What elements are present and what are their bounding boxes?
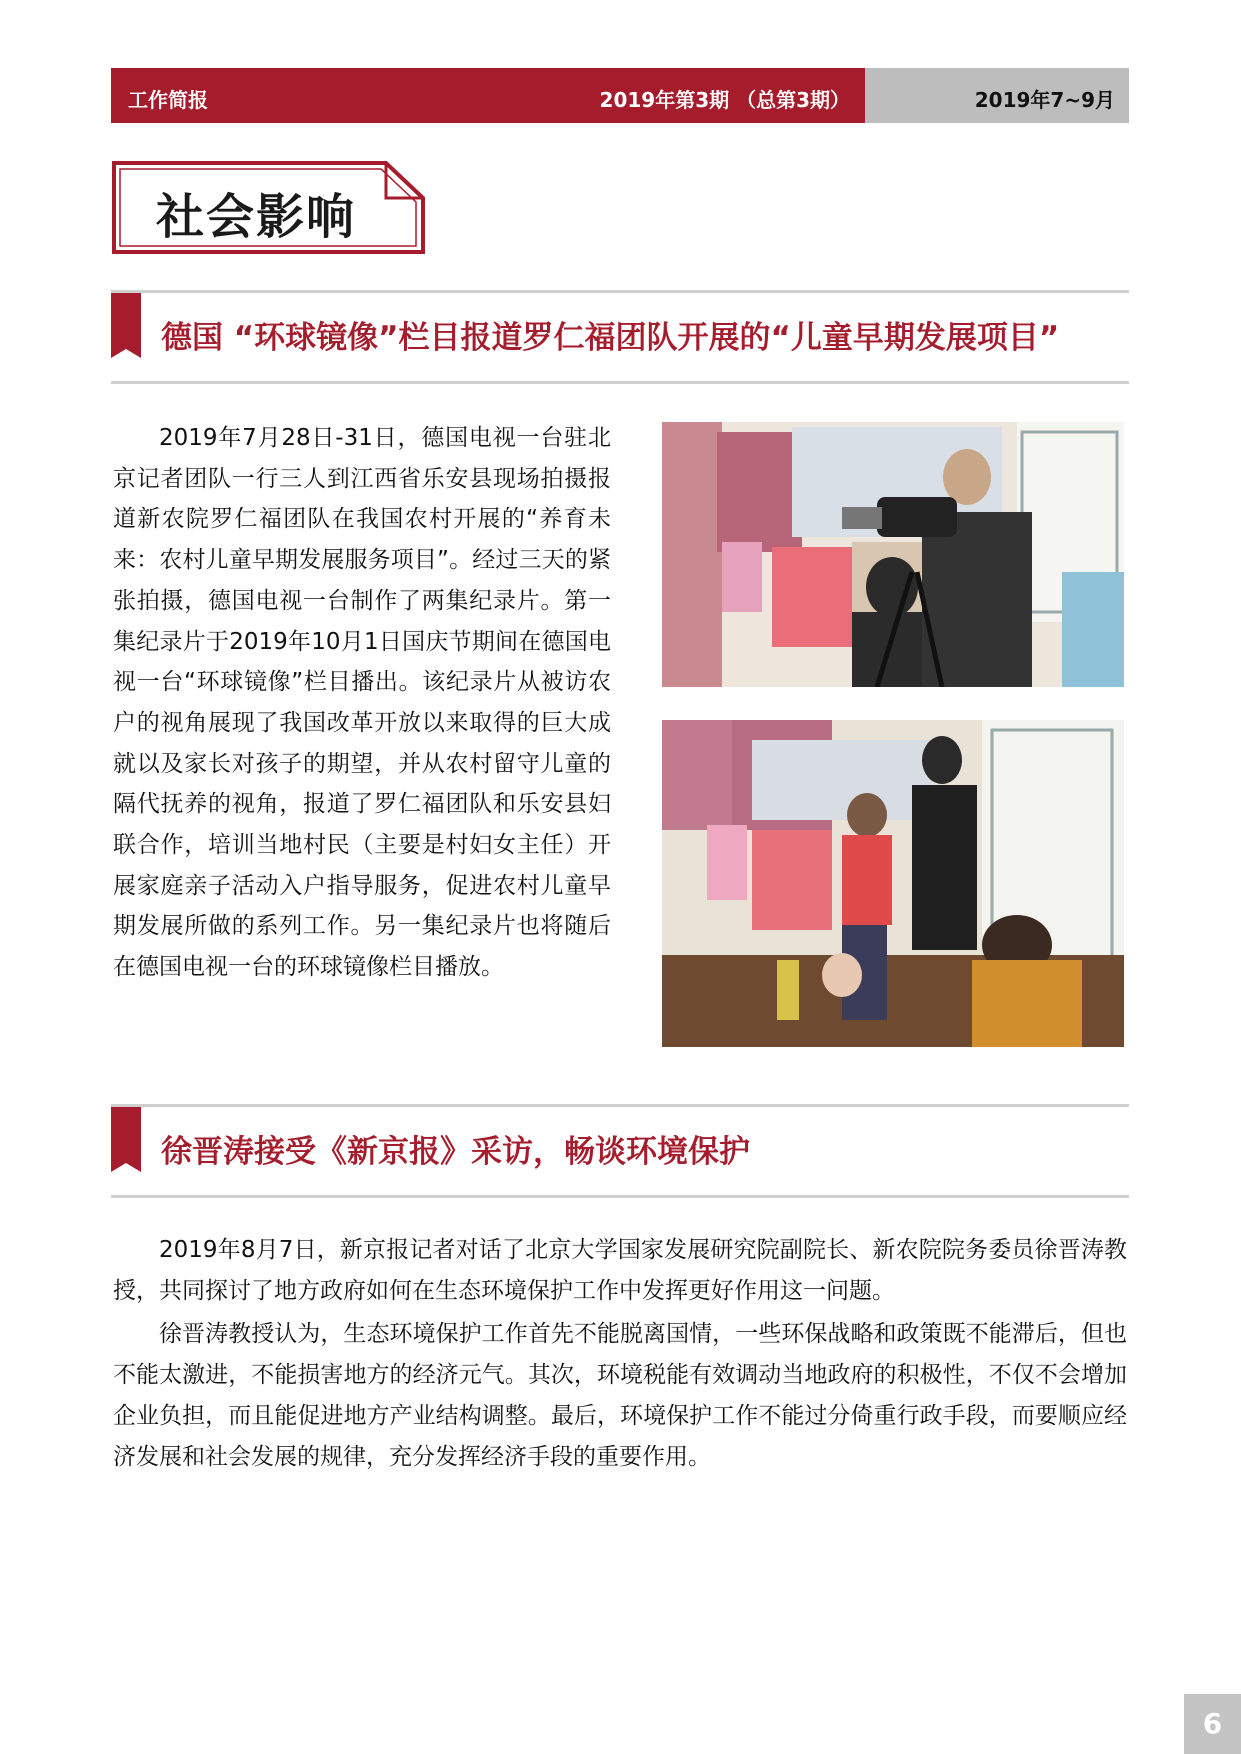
article-heading-1 [111, 290, 1129, 384]
article-2-paragraph-1: 2019年8月7日，新京报记者对话了北京大学国家发展研究院副院长、新农院院务委员徐晋涛教授，共同探讨了地方政府如何在生态环境保护工作中发挥更好作用这一问题。 [113, 1237, 1127, 1304]
header-red-band [111, 68, 865, 123]
article-2-paragraph-2: 徐晋涛教授认为，生态环境保护工作首先不能脱离国情，一些环保战略和政策既不能滞后，但也不能太激进，不能损害地方的经济元气。其次，环境税能有效调动当地政府的积极性，不仅不会增加企业负担，而且能促进地方产业结构调整。最后，环境保护工作不能过分倚重行政手段，而要顺应经济发展和社会发展的规律，充分发挥经济手段的重要作用。 [113, 1321, 1127, 1470]
issue-number: 2019年第3期 （总第3期） [599, 88, 850, 112]
heading-flag-icon [111, 1107, 141, 1172]
issue-period: 2019年7~9月 [974, 88, 1115, 112]
section-title: 社会影响 [156, 189, 357, 245]
article-heading-2 [111, 1104, 1129, 1198]
photo-film-crew [662, 422, 1124, 687]
header-gray-band [865, 68, 1129, 123]
divider [111, 381, 1129, 384]
divider [111, 1104, 1129, 1107]
section-title-box [111, 160, 426, 255]
article-title-2: 徐晋涛接受《新京报》采访，畅谈环境保护 [161, 1134, 750, 1170]
divider [111, 1195, 1129, 1198]
page-number: 6 [1184, 1694, 1241, 1754]
article-body-1: 2019年7月28日-31日，德国电视一台驻北京记者团队一行三人到江西省乐安县现场拍摄报道新农院罗仁福团队在我国农村开展的“养育未来：农村儿童早期发展服务项目”。经过三天的紧张拍摄，德国电视一台制作了两集纪录片。第一集纪录片于2019年10月1日国庆节期间在德国电视一台“环球镜像”栏目播出。该纪录片从被访农户的视角展现了我国改革开放以来取得的巨大成就以及家长对孩子的期望，并从农村留守儿童的隔代抚养的视角，报道了罗仁福团队和乐安县妇联合作，培训当地村民（主要是村妇女主任）开展家庭亲子活动入户指导服务，促进农村儿童早期发展所做的系列工作。另一集纪录片也将随后在德国电视一台的环球镜像栏目播放。 [113, 425, 611, 981]
publication-name: 工作简报 [128, 88, 208, 112]
article-title-1: 德国 “环球镜像”栏目报道罗仁福团队开展的“儿童早期发展项目” [161, 320, 1060, 356]
divider [111, 290, 1129, 293]
page-header [111, 68, 1129, 123]
photo-home-visit [662, 720, 1124, 1047]
heading-flag-icon [111, 293, 141, 358]
